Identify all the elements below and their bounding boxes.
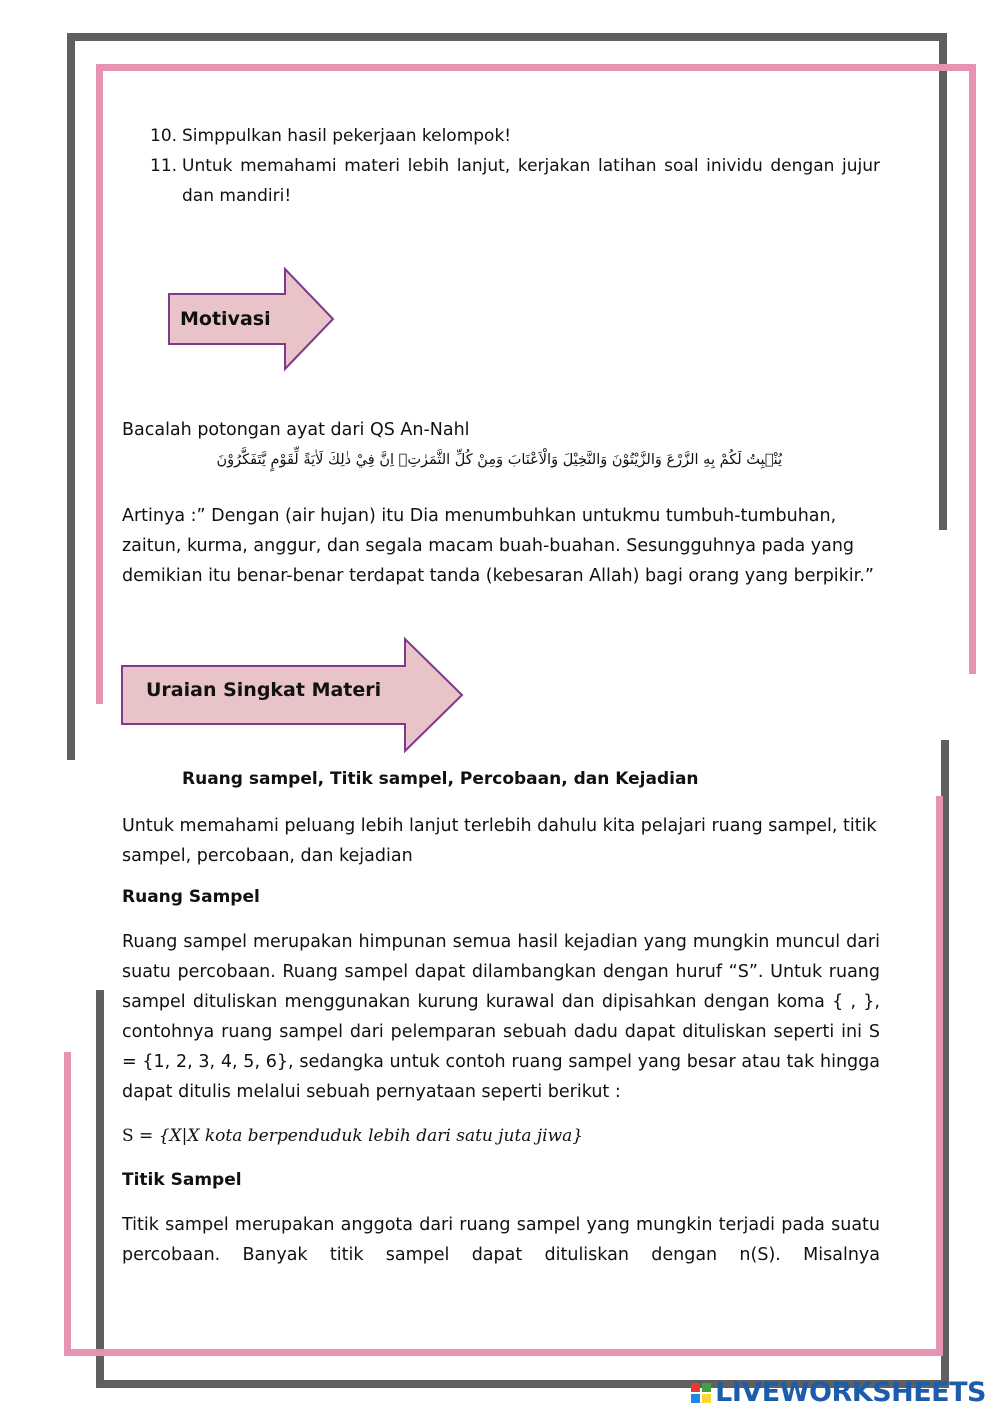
motivasi-label: Motivasi bbox=[180, 308, 271, 330]
frame-pink-right-lower bbox=[936, 796, 943, 1356]
verse-translation: Artinya :” Dengan (air hujan) itu Dia menumbuhkan untukmu tumbuh-tumbuhan, zaitun, kurma, anggur, dan segala macam buah-buahan. Sesungguhnya pada yang demikian itu benar-benar terdapat tanda (kebesaran Allah) bagi orang yang berpikir.” bbox=[122, 506, 874, 586]
frame-pink-right-upper bbox=[969, 64, 976, 674]
titik-sampel-heading: Titik Sampel bbox=[122, 1170, 242, 1190]
logo-wordmark: LIVEWORKSHEETS bbox=[715, 1377, 986, 1408]
frame-gray-top bbox=[67, 33, 947, 41]
frame-pink-left-lower bbox=[64, 1052, 71, 1356]
list-item-11 bbox=[150, 151, 880, 211]
frame-pink-top bbox=[96, 64, 976, 71]
frame-gray-right-upper bbox=[939, 33, 947, 530]
materi-label: Uraian Singkat Materi bbox=[146, 679, 382, 701]
motivasi-intro: Bacalah potongan ayat dari QS An-Nahl bbox=[122, 420, 470, 440]
formula-lhs: S = bbox=[122, 1126, 159, 1146]
frame-pink-left bbox=[96, 64, 103, 704]
list-item-10 bbox=[150, 121, 880, 151]
list-text: Simppulkan hasil pekerjaan kelompok! bbox=[182, 126, 512, 146]
list-number: 11. bbox=[150, 156, 178, 176]
liveworksheets-logo bbox=[691, 1377, 986, 1408]
frame-pink-bottom bbox=[64, 1349, 943, 1356]
frame-gray-left-lower bbox=[96, 990, 104, 1388]
formula-set: {X|X kota berpenduduk lebih dari satu juta jiwa} bbox=[158, 1126, 584, 1146]
materi-subtitle: Ruang sampel, Titik sampel, Percobaan, dan Kejadian bbox=[182, 769, 699, 789]
logo-squares-icon bbox=[691, 1383, 711, 1403]
frame-gray-left bbox=[67, 33, 75, 760]
list-text: Untuk memahami materi lebih lanjut, kerjakan latihan soal inividu dengan jujur dan mandiri! bbox=[182, 156, 880, 206]
list-number: 10. bbox=[150, 126, 178, 146]
materi-intro: Untuk memahami peluang lebih lanjut terlebih dahulu kita pelajari ruang sampel, titik sampel, percobaan, dan kejadian bbox=[122, 816, 877, 866]
sample-space-formula bbox=[122, 1126, 583, 1146]
titik-sampel-text: Titik sampel merupakan anggota dari ruang sampel yang mungkin terjadi pada suatu percobaan. Banyak titik sampel dapat dituliskan dengan n(S). Misalnya bbox=[122, 1215, 880, 1265]
ruang-sampel-heading: Ruang Sampel bbox=[122, 887, 260, 907]
ruang-sampel-text: Ruang sampel merupakan himpunan semua hasil kejadian yang mungkin muncul dari suatu percobaan. Ruang sampel dapat dilambangkan dengan huruf “S”. Untuk ruang sampel dituliskan menggunakan kurung kurawal dan dipisahkan dengan koma { , }, contohnya ruang sampel dari pelemparan sebuah dadu dapat dituliskan seperti ini S = {1, 2, 3, 4, 5, 6}, sedangka untuk contoh ruang sampel yang besar atau tak hingga dapat ditulis melalui sebuah pernyataan seperti berikut : bbox=[122, 932, 880, 1102]
arabic-verse: يُنْۢبِتُ لَكُمْ بِهِ الزَّرْعَ وَالزَّيْتُوْنَ وَالنَّخِيْلَ وَالْاَعْنَابَ وَمِنْ كُلِّ الثَّمَرٰتِۗ اِنَّ فِيْ ذٰلِكَ لَاٰيَةً لِّقَوْمٍ يَّتَفَكَّرُوْنَ bbox=[216, 452, 782, 468]
